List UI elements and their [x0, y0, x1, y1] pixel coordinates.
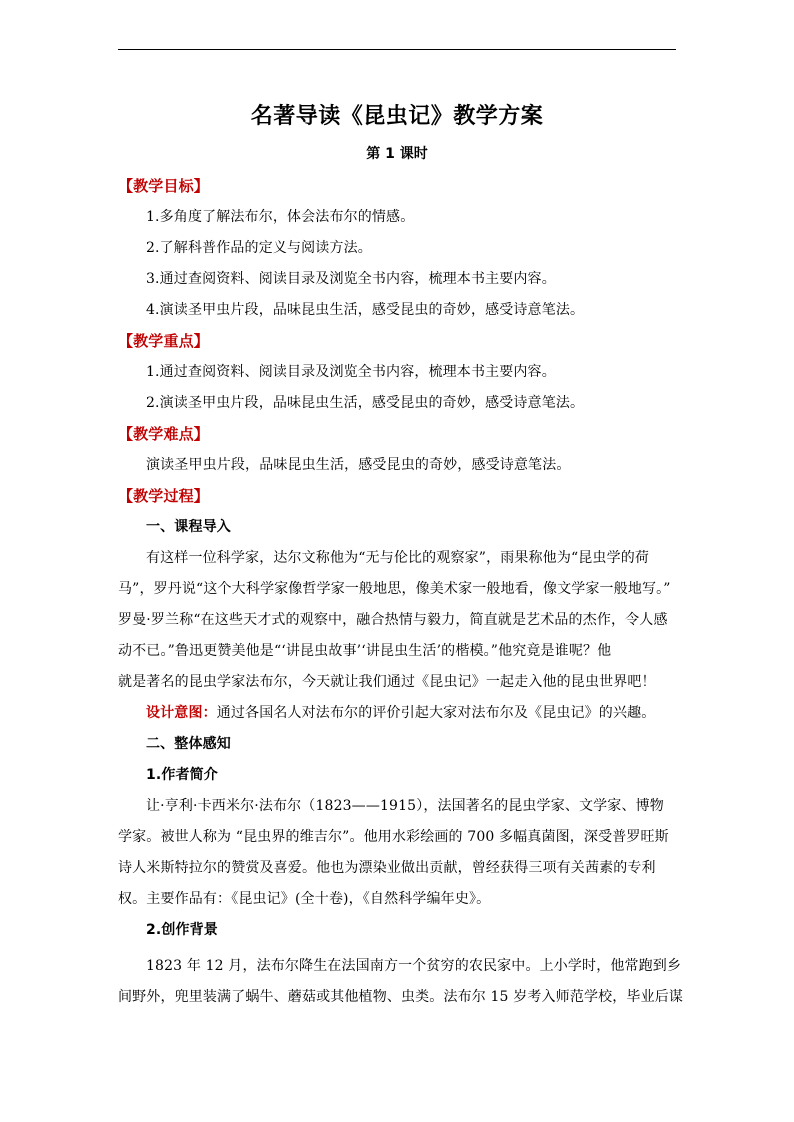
author-paragraph-line: 让·亨利·卡西米尔·法布尔（1823——1915），法国著名的昆虫学家、文学家、博物	[146, 798, 664, 814]
key-point-item: 2.演读圣甲虫片段，品味昆虫生活，感受昆虫的奇妙，感受诗意笔法。	[146, 395, 585, 411]
section-overview-heading: 二、整体感知	[146, 736, 231, 752]
background-heading: 2.创作背景	[146, 922, 218, 938]
author-paragraph-line: 学家。被世人称为 “昆虫界的维吉尔”。他用水彩绘画的 700 多幅真菌图，深受普罗旺斯	[118, 829, 669, 845]
objective-item: 4.演读圣甲虫片段，品味昆虫生活，感受昆虫的奇妙，感受诗意笔法。	[146, 302, 585, 318]
intro-paragraph-line: 就是著名的昆虫学家法布尔，今天就让我们通过《昆虫记》一起走入他的昆虫世界吧！	[118, 674, 656, 690]
difficulties-heading: 【教学难点】	[118, 425, 209, 443]
background-paragraph-line: 间野外，兜里装满了蜗牛、蘑菇或其他植物、虫类。法布尔 15 岁考入师范学校，毕业后谋	[118, 989, 684, 1005]
intro-paragraph-line: 动不已。”鲁迅更赞美他是“‘讲昆虫故事’‘讲昆虫生活’的楷模。”他究竟是谁呢？他	[118, 643, 612, 659]
objective-item: 1.多角度了解法布尔，体会法布尔的情感。	[146, 209, 415, 225]
design-intent-text: 通过各国名人对法布尔的评价引起大家对法布尔及《昆虫记》的兴趣。	[216, 705, 656, 721]
header-rule	[118, 49, 676, 50]
key-points-heading: 【教学重点】	[118, 332, 209, 350]
intro-paragraph-line: 马”，罗丹说“这个大科学家像哲学家一般地思，像美术家一般地看，像文学家一般地写。”	[118, 581, 671, 597]
objectives-heading: 【教学目标】	[118, 177, 209, 195]
document-title: 名著导读《昆虫记》教学方案	[250, 104, 544, 129]
objective-item: 2.了解科普作品的定义与阅读方法。	[146, 240, 372, 256]
background-paragraph-line: 1823 年 12 月，法布尔降生在法国南方一个贫穷的农民家中。上小学时，他常跑到乡	[146, 958, 682, 974]
design-intent-label: 设计意图：	[146, 705, 217, 721]
author-intro-heading: 1.作者简介	[146, 767, 218, 783]
process-heading: 【教学过程】	[118, 487, 209, 505]
intro-paragraph-line: 有这样一位科学家，达尔文称他为“无与伦比的观察家”，雨果称他为“昆虫学的荷	[146, 550, 650, 566]
intro-paragraph-line: 罗曼·罗兰称“在这些天才式的观察中，融合热情与毅力，简直就是艺术品的杰作，令人感	[118, 612, 668, 628]
lesson-number: 第 1 课时	[366, 146, 428, 162]
author-paragraph-line: 诗人米斯特拉尔的赞赏及喜爱。他也为漂染业做出贡献，曾经获得三项有关茜素的专利	[118, 860, 656, 876]
author-paragraph-line: 权。主要作品有：《昆虫记》(全十卷)，《自然科学编年史》。	[118, 891, 491, 907]
objective-item: 3.通过查阅资料、阅读目录及浏览全书内容，梳理本书主要内容。	[146, 271, 556, 287]
difficulty-text: 演读圣甲虫片段，品味昆虫生活，感受昆虫的奇妙，感受诗意笔法。	[146, 457, 571, 473]
section-intro-heading: 一、课程导入	[146, 519, 231, 535]
design-intent	[146, 702, 655, 724]
key-point-item: 1.通过查阅资料、阅读目录及浏览全书内容，梳理本书主要内容。	[146, 364, 556, 380]
